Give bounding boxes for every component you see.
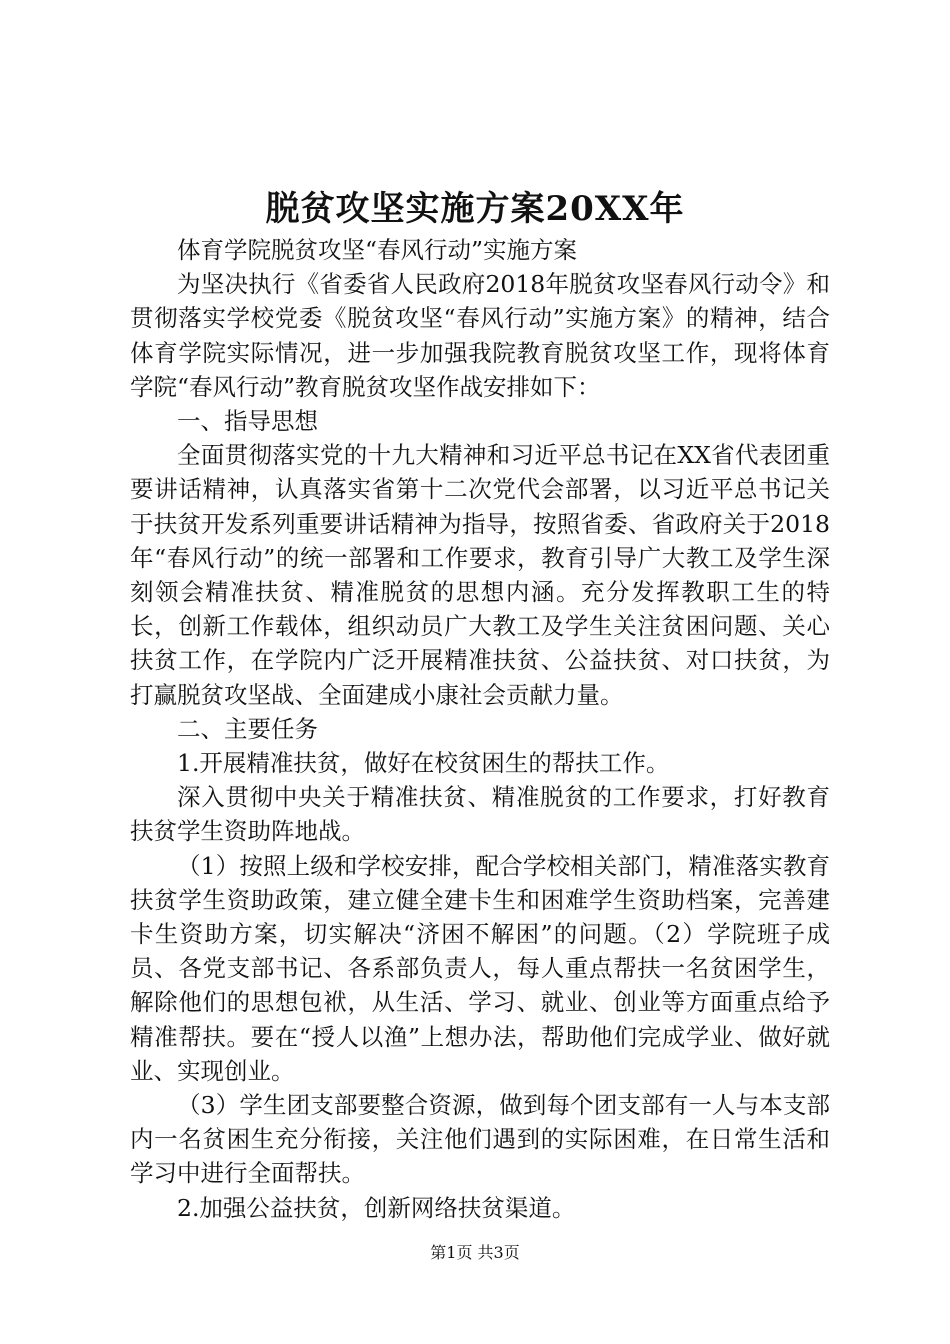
page-footer: 第1页 共3页	[430, 1243, 520, 1262]
paragraph-subtitle: 体育学院脱贫攻坚“春风行动”实施方案	[177, 236, 578, 264]
section-heading-main-tasks: 二、主要任务	[177, 714, 318, 743]
task-heading-2: 2.加强公益扶贫，创新网络扶贫渠道。	[177, 1193, 576, 1222]
paragraph-task-1-item-3: （3）学生团支部要整合资源，做到每个团支部有一人与本支部内一名贫困生充分衔接，关注他们遇到的实际困难，在日常生活和学习中进行全面帮扶。	[130, 1091, 830, 1188]
task-heading-1: 1.开展精准扶贫，做好在校贫困生的帮扶工作。	[177, 749, 670, 778]
document-title: 脱贫攻坚实施方案20XX年	[265, 189, 685, 229]
paragraph-guiding-thought: 全面贯彻落实党的十九大精神和习近平总书记在XX省代表团重要讲话精神，认真落实省第十二次党代会部署，以习近平总书记关于扶贫开发系列重要讲话精神为指导，按照省委、省政府关于2018年“春风行动”的统一部署和工作要求，教育引导广大教工及学生深刻领会精准扶贫、精准脱贫的思想内涵。充分发挥教职工生的特长，创新工作载体，组织动员广大教工及学生关注贫困问题、关心扶贫工作，在学院内广泛开展精准扶贫、公益扶贫、对口扶贫，为打赢脱贫攻坚战、全面建成小康社会贡献力量。	[130, 441, 830, 709]
paragraph-intro: 为坚决执行《省委省人民政府2018年脱贫攻坚春风行动令》和贯彻落实学校党委《脱贫攻坚“春风行动”实施方案》的精神，结合体育学院实际情况，进一步加强我院教育脱贫攻坚工作，现将体育学院“春风行动”教育脱贫攻坚作战安排如下：	[130, 270, 830, 401]
document-body	[130, 233, 830, 1225]
paragraph-task-1-items: （1）按照上级和学校安排，配合学校相关部门，精准落实教育扶贫学生资助政策，建立健全建卡生和困难学生资助档案，完善建卡生资助方案，切实解决“济困不解困”的问题。（2）学院班子成员、各党支部书记、各系部负责人，每人重点帮扶一名贫困学生，解除他们的思想包袱，从生活、学习、就业、创业等方面重点给予精准帮扶。要在“授人以渔”上想办法，帮助他们完成学业、做好就业、实现创业。	[130, 851, 830, 1085]
paragraph-task-1-intro: 深入贯彻中央关于精准扶贫、精准脱贫的工作要求，打好教育扶贫学生资助阵地战。	[130, 783, 830, 846]
section-heading-guiding-thought: 一、指导思想	[177, 407, 318, 436]
